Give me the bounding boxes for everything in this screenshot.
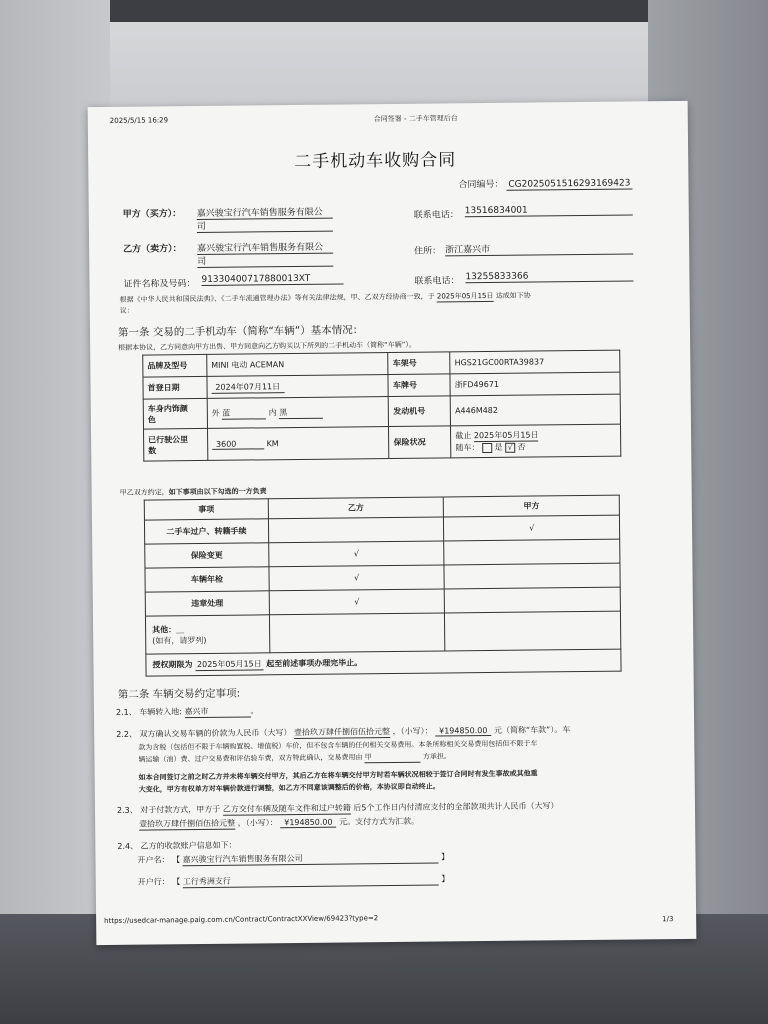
insurance-yes-label: 是 xyxy=(494,442,503,452)
duty-header-party-a: 甲方 xyxy=(444,495,620,517)
party-b-address-label: 住所： xyxy=(414,246,442,257)
party-b-address: 浙江嘉兴市 xyxy=(445,240,633,256)
duty-check-party-b[interactable]: √ xyxy=(269,589,445,615)
duty-other-label: 其他： xyxy=(152,624,177,635)
article2-heading: 第二条 车辆交易约定事项: xyxy=(117,687,241,701)
party-b-label: 乙方（卖方）： xyxy=(123,244,182,255)
account-holder: 嘉兴骏宝行汽车销售服务有限公司 xyxy=(183,852,439,867)
clause-2-4-no: 2.4、 xyxy=(117,841,139,851)
article1-intro: 根据本协议，乙方同意向甲方出售、甲方同意向乙方购买以下所列的二手机动车（简称“车辆”）。 xyxy=(118,340,416,352)
preamble xyxy=(120,291,531,306)
duty-intro-text: 甲乙双方约定， xyxy=(119,488,169,497)
vehicle-info-table xyxy=(142,350,621,462)
mileage-label xyxy=(144,428,208,461)
party-a-label: 甲方（买方）： xyxy=(122,209,182,220)
deadline-tail: 起至前述事项办理完毕止。 xyxy=(266,657,363,668)
price-small: ¥194850.00 xyxy=(435,726,491,737)
payment-upper: 壹拾玖万肆仟捌佰伍拾元整 xyxy=(139,818,236,829)
party-b-name-line2: 司 xyxy=(197,253,333,268)
clause-2-2-text: 双方确认交易车辆的价款为人民币（大写） xyxy=(139,728,292,739)
account-bank-label: 开户行： xyxy=(137,877,170,887)
duty-other-party-a[interactable] xyxy=(445,611,621,651)
clause-2-2-tail: 元（简称“车款”）。车 xyxy=(493,725,571,735)
insurance-until-date: 2025年05月15日 xyxy=(473,430,539,441)
party-a-name-line2: 司 xyxy=(197,218,333,233)
clause-2-3-line1 xyxy=(117,800,559,817)
page-title: 二手机动车收购合同 xyxy=(294,150,457,173)
exterior-prefix: 外 xyxy=(211,408,220,418)
insurance-label: 保险状况 xyxy=(389,426,451,459)
color-label-line1: 车身内饰颜 xyxy=(147,403,188,414)
payment-condition: 乙方交付车辆及随车文件和过户转籍 xyxy=(222,803,351,814)
clause-2-2-line3 xyxy=(138,751,451,765)
account-bank: 工行秀洲支行 xyxy=(183,874,439,889)
id-label: 证件名称及号码： xyxy=(123,279,196,290)
party-b-phone: 13255833366 xyxy=(465,270,633,283)
clause-2-2-no: 2.2、 xyxy=(116,729,137,739)
duty-item: 违章处理 xyxy=(145,591,269,616)
duty-check-party-a[interactable]: √ xyxy=(444,515,620,541)
duty-other-party-b[interactable] xyxy=(269,613,445,653)
first-reg-label: 首登日期 xyxy=(143,376,207,399)
duty-intro-bold: 如下事项由以下勾选的一方负责 xyxy=(168,487,267,497)
mileage-value: 3600 xyxy=(212,439,264,450)
clause-2-1-no: 2.1、 xyxy=(115,707,137,717)
duty-item: 保险变更 xyxy=(145,543,269,568)
account-bank-row: 开户行： 【 工行秀洲支行 】 xyxy=(137,874,450,887)
brand-label: 品牌及型号 xyxy=(143,354,207,377)
color-label-line2: 色 xyxy=(147,414,156,425)
clause-2-3-no: 2.3、 xyxy=(116,805,138,815)
party-a-name-line1: 嘉兴骏宝行汽车销售服务有限公 xyxy=(197,205,333,220)
duty-item: 车辆年检 xyxy=(145,567,269,592)
preamble-tail: 达成如下协 xyxy=(495,291,531,300)
duty-check-party-b[interactable]: √ xyxy=(268,541,444,567)
duty-other-blank: ＿ xyxy=(176,624,185,634)
mileage-label-line1: 已行驶公里 xyxy=(148,434,189,445)
party-a-phone-label: 联系电话： xyxy=(413,210,459,221)
engine-label: 发动机号 xyxy=(389,396,451,427)
account-holder-label: 开户名： xyxy=(137,855,170,865)
clause-2-2-bold-line1: 如本合同签订之前之时乙方并未将车辆交付甲方，其后乙方在将车辆交付甲方时若车辆状况相较于签订合同时有发生事故或其他重 xyxy=(138,769,538,782)
payment-small: ¥194850.00 xyxy=(280,818,336,829)
clause-2-4 xyxy=(117,840,236,852)
clause-2-3-tail: 元。支付方式为汇款。 xyxy=(339,816,420,827)
clause-2-2-line3-text: 辆运输（油）费、过户交易费和评估验车费，双方特此确认，交易费用由 xyxy=(138,753,363,764)
account-holder-row: 开户名： 【 嘉兴骏宝行汽车销售服务有限公司 】 xyxy=(137,852,450,865)
fee-payer: 甲 xyxy=(365,752,421,764)
id-value: 91330400717880013XT xyxy=(201,273,343,285)
preamble-date: 2025年05月15日 xyxy=(436,291,494,301)
clause-2-3-line2 xyxy=(139,816,419,831)
duty-table xyxy=(144,495,622,677)
clause-2-3-small-label: ，（小写）： xyxy=(237,818,278,828)
duty-header-item: 事项 xyxy=(144,499,268,520)
duty-other-cell xyxy=(145,615,269,654)
duty-deadline-row xyxy=(146,649,621,676)
party-b-phone-label: 联系电话： xyxy=(414,276,460,287)
duty-check-party-b[interactable] xyxy=(268,517,444,543)
plate-label: 车牌号 xyxy=(388,374,450,397)
clause-2-2-small-label: ，（小写）： xyxy=(392,726,433,737)
insurance-yes-checkbox[interactable] xyxy=(482,442,492,452)
clause-2-1-text: 车辆转入地: xyxy=(139,707,182,717)
mileage-label-line2: 数 xyxy=(148,445,157,456)
clause-2-3-text: 对于付款方式，甲方于 xyxy=(140,804,221,815)
contract-number-value: CG2025051516293169423 xyxy=(506,178,632,190)
duty-other-hint: (如有，请罗列) xyxy=(152,635,207,646)
clause-2-2-line2: 款为含税（包括但不限于车辆购置税、增值税）车价，但不包含车辆的任何相关交易费用。本条所称相关交易费用包括但不限于车 xyxy=(138,739,538,752)
duty-check-party-a[interactable] xyxy=(444,563,620,589)
contract-page xyxy=(88,101,697,945)
interior-color: 黑 xyxy=(279,406,323,418)
deadline-label: 授权期限为 xyxy=(152,659,193,670)
party-b-name-line1: 嘉兴骏宝行汽车销售服务有限公 xyxy=(197,240,333,255)
duty-check-party-b[interactable]: √ xyxy=(269,565,445,591)
duty-check-party-a[interactable] xyxy=(445,587,621,613)
exterior-color: 蓝 xyxy=(222,407,266,419)
preamble-line2: 议： xyxy=(119,306,134,315)
insurance-no-label: 否 xyxy=(517,442,526,452)
vin-label: 车架号 xyxy=(388,352,450,375)
duty-item: 二手车过户、转籍手续 xyxy=(144,519,268,544)
footer-url: https://usedcar-manage.paig.com.cn/Contract/ContractXXView/69423?type=2 xyxy=(104,914,379,926)
duty-check-party-a[interactable] xyxy=(444,539,620,565)
duty-intro xyxy=(120,486,267,498)
clause-2-1-value: 嘉兴市 xyxy=(184,705,250,718)
clause-2-2-line3-tail: 方承担。 xyxy=(422,752,451,761)
footer-page: 1/3 xyxy=(662,915,674,924)
mileage-unit: KM xyxy=(266,438,279,448)
vin-value: HGS21GC00RTA39837 xyxy=(450,350,620,374)
clause-2-2-bold-line2: 大变化，甲方有权单方对车辆价款进行调整，如乙方不同意该调整后的价格，本协议即自动终止。 xyxy=(138,782,440,794)
insurance-until-prefix: 截止 xyxy=(455,431,472,441)
deadline-date: 2025年05月15日 xyxy=(195,658,264,671)
color-label xyxy=(143,398,207,429)
print-site-title: 合同签署 - 二手车管理后台 xyxy=(373,114,458,124)
print-datetime: 2025/5/15 16:29 xyxy=(109,116,169,125)
insurance-no-checkbox[interactable]: √ xyxy=(505,442,515,452)
brand-value: MINI 电动 ACEMAN xyxy=(207,353,389,377)
duty-header-party-b: 乙方 xyxy=(268,497,444,519)
clause-2-4-text: 乙方的收款账户信息如下： xyxy=(140,840,237,851)
engine-value: A446M482 xyxy=(450,394,620,426)
price-upper: 壹拾玖万肆仟捌佰伍拾元整 xyxy=(293,727,391,738)
article1-heading: 第一条 交易的二手机动车（简称“车辆”）基本情况： xyxy=(117,324,364,339)
insurance-follow-label: 随车： xyxy=(455,443,480,453)
first-reg-value: 2024年07月11日 xyxy=(211,381,284,394)
clause-2-3-text-b: 后5个工作日内付清应支付的全部款项共计人民币（大写） xyxy=(353,801,559,813)
interior-prefix: 内 xyxy=(268,407,277,417)
clause-2-1: 2.1、 车辆转入地: 嘉兴市 。 xyxy=(115,706,259,717)
contract-number xyxy=(458,175,632,191)
contract-number-label: 合同编号： xyxy=(458,179,504,191)
plate-value: 浙FD49671 xyxy=(450,372,620,396)
party-a-phone: 13516834001 xyxy=(465,204,633,217)
preamble-text: 根据《中华人民共和国民法典》、《二手车流通管理办法》等有关法律法规，甲、乙双方经协商一致，于 xyxy=(119,292,435,304)
